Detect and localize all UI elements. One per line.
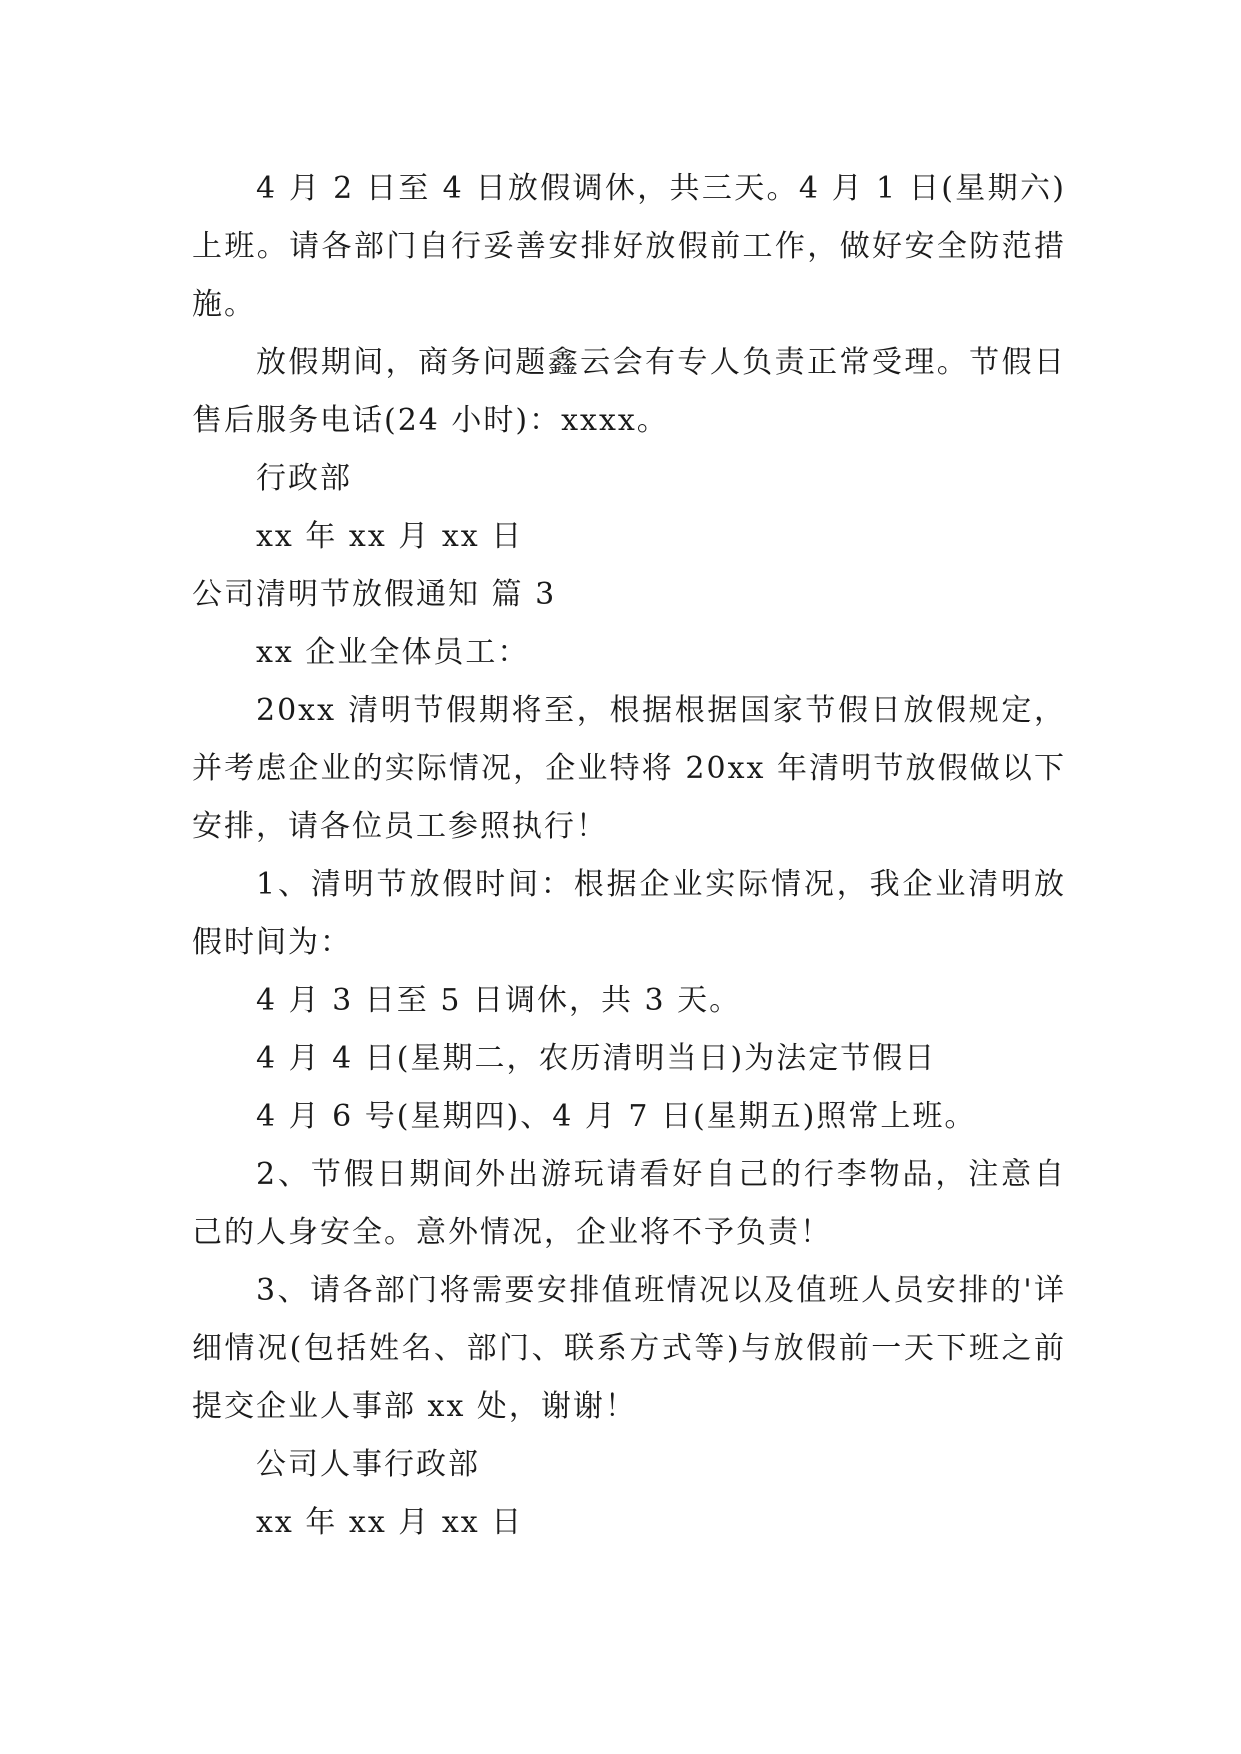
paragraph-intro: 20xx 清明节假期将至，根据根据国家节假日放假规定，并考虑企业的实际情况，企业特将 20xx 年清明节放假做以下安排，请各位员工参照执行！ [192, 693, 1066, 844]
paragraph-dates-off: 4 月 3 日至 5 日调休，共 3 天。 [256, 983, 742, 1018]
paragraph-item-3: 3、请各部门将需要安排值班情况以及值班人员安排的'详细情况(包括姓名、部门、联系方式等)与放假前一天下班之前提交企业人事部 xx 处，谢谢！ [192, 1273, 1066, 1424]
paragraph-item-2: 2、节假日期间外出游玩请看好自己的行李物品，注意自己的人身安全。意外情况，企业将不予负责！ [192, 1157, 1066, 1250]
signature-date-2: xx 年 xx 月 xx 日 [256, 1505, 524, 1540]
paragraph-service-hotline: 放假期间，商务问题鑫云会有专人负责正常受理。节假日售后服务电话(24 小时)：xxxx。 [192, 345, 1066, 438]
paragraph-legal-holiday: 4 月 4 日(星期二，农历清明当日)为法定节假日 [256, 1041, 937, 1076]
greeting: xx 企业全体员工： [256, 635, 530, 670]
signature-department: 行政部 [256, 461, 352, 496]
paragraph-holiday-schedule: 4 月 2 日至 4 日放假调休，共三天。4 月 1 日(星期六)上班。请各部门自行妥善安排好放假前工作，做好安全防范措施。 [192, 171, 1066, 322]
section-heading: 公司清明节放假通知 篇 3 [192, 577, 557, 612]
paragraph-item-1: 1、清明节放假时间：根据企业实际情况，我企业清明放假时间为： [192, 867, 1066, 960]
signature-hr-department: 公司人事行政部 [256, 1447, 480, 1482]
paragraph-work-days: 4 月 6 号(星期四)、4 月 7 日(星期五)照常上班。 [256, 1099, 977, 1134]
signature-date: xx 年 xx 月 xx 日 [256, 519, 524, 554]
